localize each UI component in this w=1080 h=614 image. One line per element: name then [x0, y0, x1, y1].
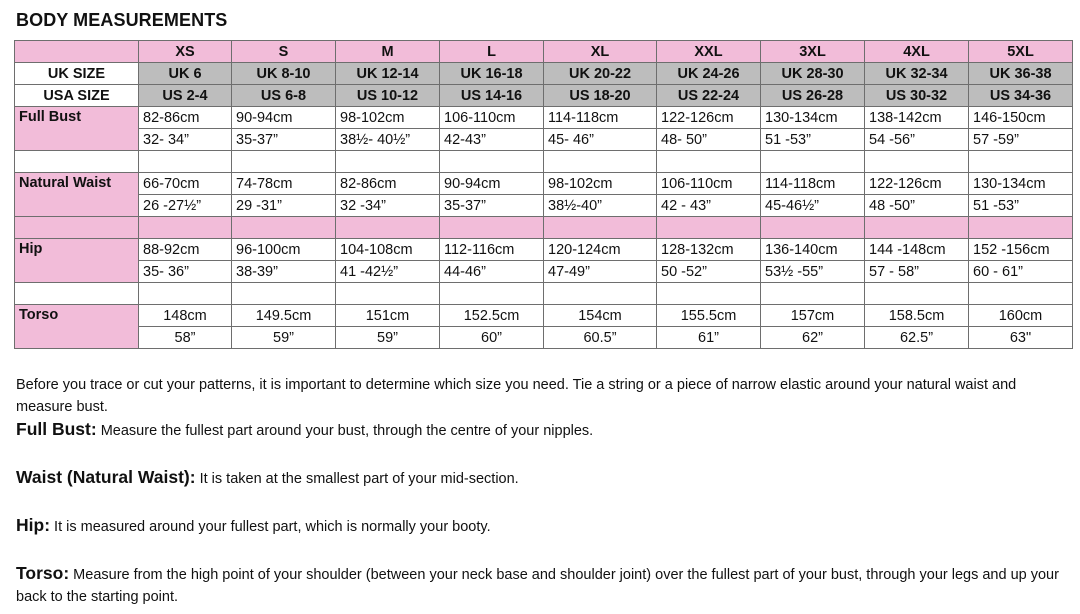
natural-waist-cm-cell: 114-118cm [761, 173, 865, 195]
torso-cm-cell: 160cm [969, 305, 1073, 327]
natural-waist-cm-cell: 122-126cm [865, 173, 969, 195]
hip-note [16, 514, 1066, 538]
hip-cm-cell: 112-116cm [440, 239, 544, 261]
waist-note [16, 466, 1066, 490]
hip-inch-cell: 35- 36” [139, 261, 232, 283]
usa-size-cell: US 10-12 [336, 85, 440, 107]
torso-inch-cell: 60” [440, 327, 544, 349]
full-bust-cm-cell: 146-150cm [969, 107, 1073, 129]
hip-inch-cell: 41 -42½” [336, 261, 440, 283]
full-bust-inch-cell: 32- 34” [139, 129, 232, 151]
hip-label: Hip [15, 239, 139, 283]
size-header: 5XL [969, 41, 1073, 63]
usa-size-row [15, 85, 1073, 107]
uk-size-cell: UK 36-38 [969, 63, 1073, 85]
full-bust-cm-cell: 106-110cm [440, 107, 544, 129]
natural-waist-inch-cell: 42 - 43” [657, 195, 761, 217]
torso-inch-cell: 62.5” [865, 327, 969, 349]
torso-inch-cell: 59” [232, 327, 336, 349]
hip-cm-cell: 120-124cm [544, 239, 657, 261]
spacer-cell [657, 151, 761, 173]
hip-cm-cell: 104-108cm [336, 239, 440, 261]
torso-cm-cell: 149.5cm [232, 305, 336, 327]
spacer-cell [232, 151, 336, 173]
hip-inch-cell: 38-39” [232, 261, 336, 283]
uk-size-cell: UK 12-14 [336, 63, 440, 85]
spacer-cell [232, 217, 336, 239]
usa-size-cell: US 34-36 [969, 85, 1073, 107]
natural-waist-cm-cell: 82-86cm [336, 173, 440, 195]
spacer-cell [657, 217, 761, 239]
natural-waist-inch-cell: 38½-40” [544, 195, 657, 217]
uk-size-cell: UK 32-34 [865, 63, 969, 85]
hip-cm-cell: 96-100cm [232, 239, 336, 261]
usa-size-cell: US 22-24 [657, 85, 761, 107]
measurement-notes [16, 374, 1066, 608]
full-bust-text: Measure the fullest part around your bust, through the centre of your nipples. [96, 423, 594, 439]
size-header: M [336, 41, 440, 63]
torso-inch-cell: 59” [336, 327, 440, 349]
spacer-cell [440, 151, 544, 173]
natural-waist-cm-cell: 74-78cm [232, 173, 336, 195]
usa-size-cell: US 30-32 [865, 85, 969, 107]
spacer-label-cell [15, 283, 139, 305]
size-header: XL [544, 41, 657, 63]
torso-cm-cell: 154cm [544, 305, 657, 327]
full-bust-cm-cell: 138-142cm [865, 107, 969, 129]
waist-text: It is taken at the smallest part of your mid-section. [195, 471, 519, 487]
torso-note [16, 562, 1066, 608]
natural-waist-inch-cell: 35-37” [440, 195, 544, 217]
spacer-cell [336, 151, 440, 173]
spacer-cell [139, 217, 232, 239]
hip-inch-cell: 47-49” [544, 261, 657, 283]
spacer-label-cell [15, 151, 139, 173]
spacer-row [15, 151, 1073, 173]
torso-inch-cell: 60.5” [544, 327, 657, 349]
full-bust-cm-row [15, 107, 1073, 129]
spacer-cell [865, 217, 969, 239]
usa-size-label: USA SIZE [15, 85, 139, 107]
full-bust-note [16, 418, 1066, 442]
spacer-label-cell [15, 217, 139, 239]
hip-cm-cell: 136-140cm [761, 239, 865, 261]
natural-waist-inch-cell: 51 -53” [969, 195, 1073, 217]
hip-cm-row [15, 239, 1073, 261]
hip-text: It is measured around your fullest part, which is normally your booty. [50, 519, 491, 535]
full-bust-cm-cell: 82-86cm [139, 107, 232, 129]
natural-waist-inch-row [15, 195, 1073, 217]
natural-waist-cm-cell: 90-94cm [440, 173, 544, 195]
hip-cm-cell: 128-132cm [657, 239, 761, 261]
torso-inch-cell: 58” [139, 327, 232, 349]
natural-waist-cm-row [15, 173, 1073, 195]
torso-label: Torso [15, 305, 139, 349]
full-bust-cm-cell: 122-126cm [657, 107, 761, 129]
size-header: 3XL [761, 41, 865, 63]
hip-inch-cell: 44-46” [440, 261, 544, 283]
full-bust-inch-cell: 48- 50” [657, 129, 761, 151]
spacer-cell [657, 283, 761, 305]
hip-cm-cell: 144 -148cm [865, 239, 969, 261]
intro-text: Before you trace or cut your patterns, it is important to determine which size you need. Tie a string or a piece of narrow elastic around your natural waist and measure bust. [16, 377, 1017, 415]
spacer-cell [440, 217, 544, 239]
uk-size-label: UK SIZE [15, 63, 139, 85]
full-bust-label: Full Bust [15, 107, 139, 151]
size-chart-table [14, 40, 1073, 349]
hip-inch-row [15, 261, 1073, 283]
hip-term: Hip: [16, 515, 51, 535]
uk-size-cell: UK 6 [139, 63, 232, 85]
hip-inch-cell: 60 - 61” [969, 261, 1073, 283]
uk-size-row [15, 63, 1073, 85]
spacer-cell [440, 283, 544, 305]
spacer-cell [336, 217, 440, 239]
torso-cm-cell: 158.5cm [865, 305, 969, 327]
size-header: S [232, 41, 336, 63]
usa-size-cell: US 6-8 [232, 85, 336, 107]
spacer-row [15, 217, 1073, 239]
full-bust-inch-cell: 45- 46” [544, 129, 657, 151]
full-bust-cm-cell: 114-118cm [544, 107, 657, 129]
full-bust-inch-cell: 51 -53” [761, 129, 865, 151]
hip-inch-cell: 57 - 58” [865, 261, 969, 283]
hip-inch-cell: 53½ -55” [761, 261, 865, 283]
spacer-cell [865, 283, 969, 305]
spacer-cell [544, 151, 657, 173]
torso-inch-cell: 63" [969, 327, 1073, 349]
spacer-row [15, 283, 1073, 305]
natural-waist-label: Natural Waist [15, 173, 139, 217]
torso-cm-cell: 157cm [761, 305, 865, 327]
size-header: 4XL [865, 41, 969, 63]
spacer-cell [544, 217, 657, 239]
waist-term: Waist (Natural Waist): [16, 467, 196, 487]
hip-cm-cell: 152 -156cm [969, 239, 1073, 261]
natural-waist-inch-cell: 45-46½” [761, 195, 865, 217]
torso-cm-cell: 148cm [139, 305, 232, 327]
spacer-cell [761, 151, 865, 173]
natural-waist-cm-cell: 106-110cm [657, 173, 761, 195]
natural-waist-cm-cell: 66-70cm [139, 173, 232, 195]
usa-size-cell: US 26-28 [761, 85, 865, 107]
torso-inch-row [15, 327, 1073, 349]
full-bust-inch-cell: 54 -56” [865, 129, 969, 151]
torso-inch-cell: 61” [657, 327, 761, 349]
full-bust-term: Full Bust: [16, 419, 97, 439]
spacer-cell [544, 283, 657, 305]
full-bust-cm-cell: 130-134cm [761, 107, 865, 129]
spacer-cell [232, 283, 336, 305]
spacer-cell [865, 151, 969, 173]
uk-size-cell: UK 8-10 [232, 63, 336, 85]
spacer-cell [969, 217, 1073, 239]
natural-waist-inch-cell: 48 -50” [865, 195, 969, 217]
full-bust-cm-cell: 98-102cm [336, 107, 440, 129]
full-bust-inch-cell: 38½- 40½” [336, 129, 440, 151]
full-bust-inch-cell: 42-43” [440, 129, 544, 151]
natural-waist-inch-cell: 29 -31” [232, 195, 336, 217]
uk-size-cell: UK 20-22 [544, 63, 657, 85]
torso-cm-row [15, 305, 1073, 327]
hip-cm-cell: 88-92cm [139, 239, 232, 261]
usa-size-cell: US 14-16 [440, 85, 544, 107]
natural-waist-inch-cell: 26 -27½” [139, 195, 232, 217]
torso-cm-cell: 155.5cm [657, 305, 761, 327]
natural-waist-cm-cell: 130-134cm [969, 173, 1073, 195]
usa-size-cell: US 2-4 [139, 85, 232, 107]
hip-inch-cell: 50 -52” [657, 261, 761, 283]
torso-text: Measure from the high point of your shoulder (between your neck base and shoulder joint) over the fullest part of your bust, through your legs and up your back to the starting point. [16, 567, 1059, 605]
size-header: XXL [657, 41, 761, 63]
full-bust-cm-cell: 90-94cm [232, 107, 336, 129]
page-title: BODY MEASUREMENTS [16, 10, 228, 30]
full-bust-inch-cell: 57 -59” [969, 129, 1073, 151]
spacer-cell [761, 283, 865, 305]
torso-cm-cell: 152.5cm [440, 305, 544, 327]
torso-inch-cell: 62” [761, 327, 865, 349]
spacer-cell [761, 217, 865, 239]
full-bust-inch-row [15, 129, 1073, 151]
usa-size-cell: US 18-20 [544, 85, 657, 107]
spacer-cell [139, 151, 232, 173]
corner-cell [15, 41, 139, 63]
spacer-cell [336, 283, 440, 305]
spacer-cell [139, 283, 232, 305]
size-header-row [15, 41, 1073, 63]
natural-waist-inch-cell: 32 -34” [336, 195, 440, 217]
uk-size-cell: UK 24-26 [657, 63, 761, 85]
uk-size-cell: UK 28-30 [761, 63, 865, 85]
size-header: L [440, 41, 544, 63]
full-bust-inch-cell: 35-37” [232, 129, 336, 151]
uk-size-cell: UK 16-18 [440, 63, 544, 85]
torso-term: Torso: [16, 563, 70, 583]
spacer-cell [969, 283, 1073, 305]
torso-cm-cell: 151cm [336, 305, 440, 327]
natural-waist-cm-cell: 98-102cm [544, 173, 657, 195]
size-header: XS [139, 41, 232, 63]
spacer-cell [969, 151, 1073, 173]
